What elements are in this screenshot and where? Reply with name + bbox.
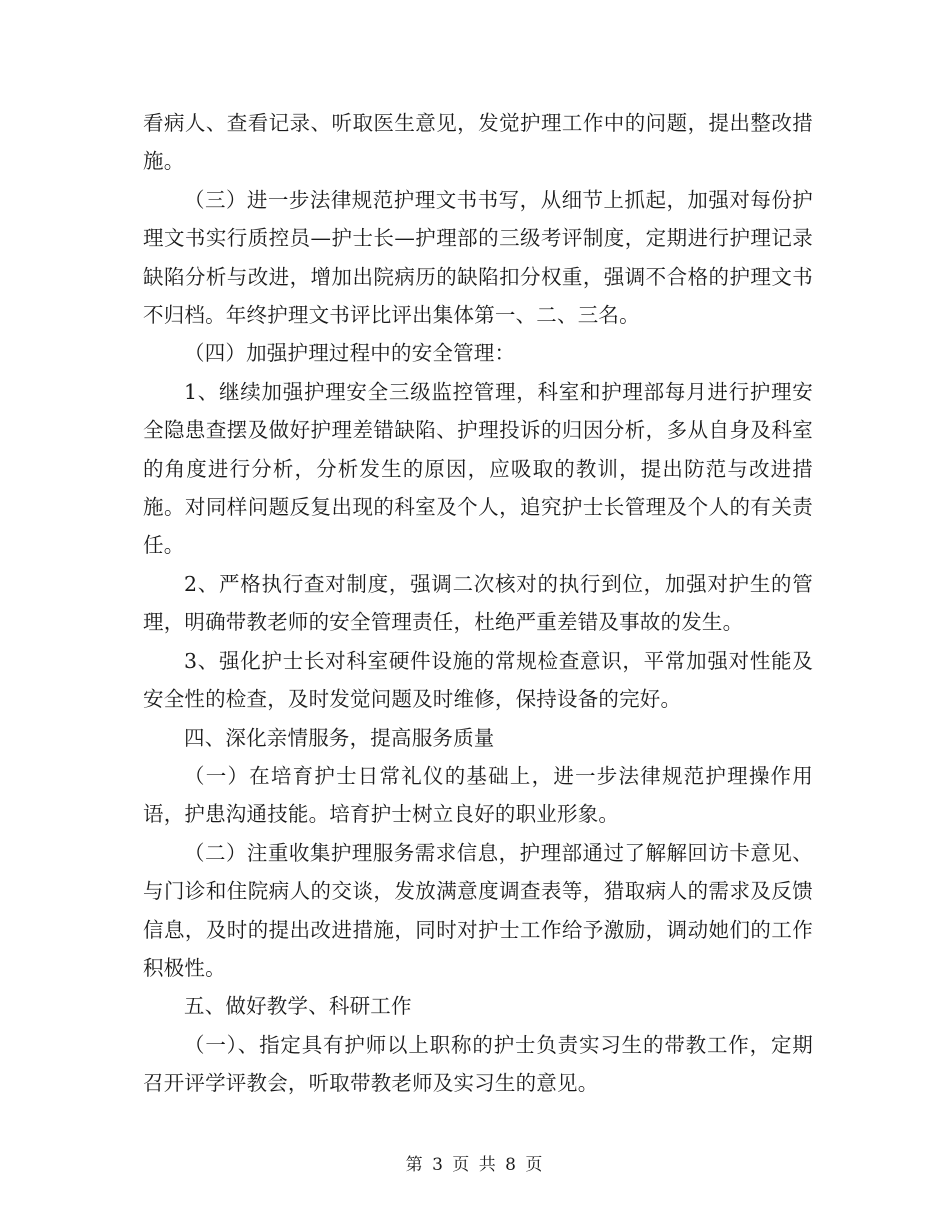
paragraph-safety-item-2: 2、严格执行查对制度，强调二次核对的执行到位，加强对护生的管理，明确带教老师的安全管理责任，杜绝严重差错及事故的发生。: [143, 571, 813, 635]
paragraph-teaching-item-1: （一）、指定具有护师以上职称的护士负责实习生的带教工作，定期召开评学评教会，听取带教老师及实习生的意见。: [143, 1032, 813, 1096]
paragraph-service-item-1: （一）在培育护士日常礼仪的基础上，进一步法律规范护理操作用语，护患沟通技能。培育护士树立良好的职业形象。: [143, 763, 813, 827]
document-body: [143, 104, 813, 1103]
page-footer: 第 3 页 共 8 页: [405, 1155, 545, 1175]
paragraph-nursing-documents: （三）进一步法律规范护理文书书写，从细节上抓起，加强对每份护理文书实行质控员—护士长—护理部的三级考评制度，定期进行护理记录缺陷分析与改进，增加出院病历的缺陷扣分权重，强调不合格的护理文书不归档。年终护理文书评比评出集体第一、二、三名。: [143, 187, 813, 328]
paragraph-safety-item-1: 1、继续加强护理安全三级监控管理，科室和护理部每月进行护理安全隐患查摆及做好护理差错缺陷、护理投诉的归因分析，多从自身及科室的角度进行分析，分析发生的原因，应吸取的教训，提出防范与改进措施。对同样问题反复出现的科室及个人，追究护士长管理及个人的有关责任。: [143, 379, 813, 558]
section-heading-teaching: 五、做好教学、科研工作: [184, 994, 412, 1019]
paragraph-safety-item-3: 3、强化护士长对科室硬件设施的常规检查意识，平常加强对性能及安全性的检查，及时发觉问题及时维修，保持设备的完好。: [143, 648, 813, 712]
paragraph-service-item-2: （二）注重收集护理服务需求信息，护理部通过了解解回访卡意见、与门诊和住院病人的交谈，发放满意度调查表等，猎取病人的需求及反馈信息，及时的提出改进措施，同时对护士工作给予激励，调动她们的工作积极性。: [143, 840, 813, 980]
paragraph-safety-heading: （四）加强护理过程中的安全管理：: [184, 341, 516, 366]
paragraph-continued: 看病人、查看记录、听取医生意见，发觉护理工作中的问题，提出整改措施。: [143, 111, 813, 174]
section-heading-service: 四、深化亲情服务，提高服务质量: [184, 725, 495, 750]
